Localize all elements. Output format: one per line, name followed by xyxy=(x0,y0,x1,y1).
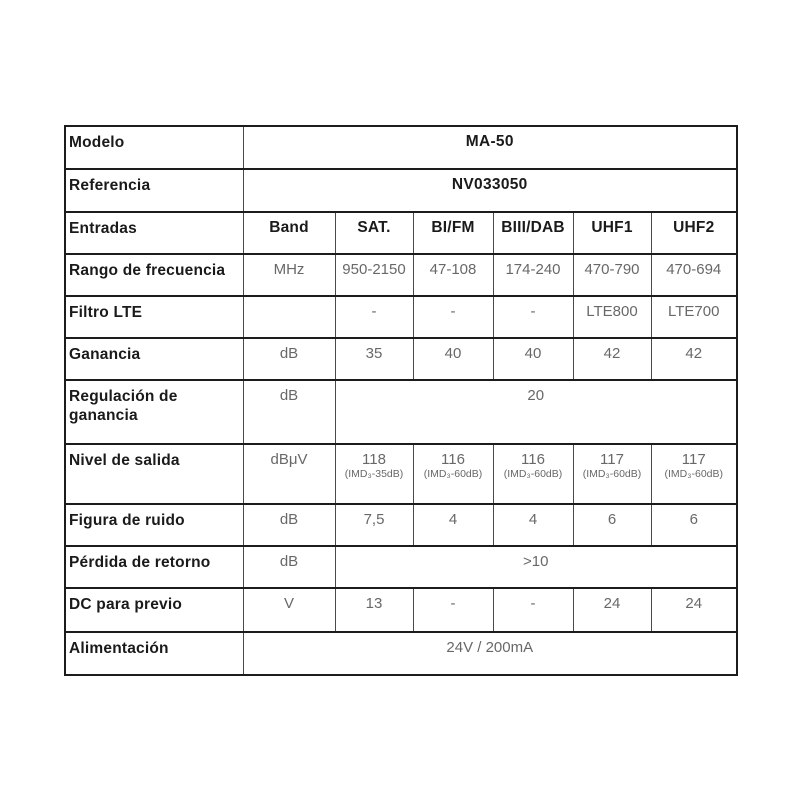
filtro-uhf1: LTE800 xyxy=(573,296,651,338)
unit-cell-dc: V xyxy=(243,588,335,632)
nivel-biiidab-note: (IMD₃-60dB) xyxy=(503,468,563,481)
figura-sat: 7,5 xyxy=(335,504,413,546)
unit-cell-perdida: dB xyxy=(243,546,335,588)
filtro-uhf2: LTE700 xyxy=(651,296,737,338)
filtro-biiidab: - xyxy=(493,296,573,338)
nivel-sat xyxy=(335,444,413,504)
nivel-bifm-note: (IMD₃-60dB) xyxy=(423,468,483,481)
nivel-bifm-value: 116 xyxy=(441,451,465,468)
row-label-rango: Rango de frecuencia xyxy=(65,254,243,296)
col-header-bifm: BI/FM xyxy=(413,212,493,254)
rango-bifm: 47-108 xyxy=(413,254,493,296)
unit-cell-rango: MHz xyxy=(243,254,335,296)
ganancia-biiidab: 40 xyxy=(493,338,573,380)
alimentacion-value: 24V / 200mA xyxy=(243,632,737,675)
row-dc-previo xyxy=(65,588,737,632)
rango-uhf2: 470-694 xyxy=(651,254,737,296)
row-label-dc: DC para previo xyxy=(65,588,243,632)
rango-biiidab: 174-240 xyxy=(493,254,573,296)
nivel-sat-note: (IMD₃-35dB) xyxy=(344,468,404,481)
col-header-biiidab: BIII/DAB xyxy=(493,212,573,254)
row-modelo xyxy=(65,126,737,169)
figura-uhf1: 6 xyxy=(573,504,651,546)
col-header-uhf1: UHF1 xyxy=(573,212,651,254)
row-label-modelo: Modelo xyxy=(65,126,243,169)
col-header-uhf2: UHF2 xyxy=(651,212,737,254)
spec-table xyxy=(64,125,738,676)
unit-cell-nivel: dBμV xyxy=(243,444,335,504)
nivel-sat-value: 118 xyxy=(362,451,386,468)
regulacion-value: 20 xyxy=(335,380,737,444)
row-label-regulacion: Regulación de ganancia xyxy=(65,380,243,444)
dc-sat: 13 xyxy=(335,588,413,632)
col-header-sat: SAT. xyxy=(335,212,413,254)
row-regulacion xyxy=(65,380,737,444)
nivel-uhf1-note: (IMD₃-60dB) xyxy=(582,468,642,481)
row-label-entradas: Entradas xyxy=(65,212,243,254)
row-label-nivel: Nivel de salida xyxy=(65,444,243,504)
nivel-uhf2 xyxy=(651,444,737,504)
row-label-ganancia: Ganancia xyxy=(65,338,243,380)
dc-uhf1: 24 xyxy=(573,588,651,632)
nivel-biiidab xyxy=(493,444,573,504)
dc-biiidab: - xyxy=(493,588,573,632)
ganancia-bifm: 40 xyxy=(413,338,493,380)
row-nivel-salida xyxy=(65,444,737,504)
row-figura-ruido xyxy=(65,504,737,546)
row-rango-frecuencia xyxy=(65,254,737,296)
dc-uhf2: 24 xyxy=(651,588,737,632)
dc-bifm: - xyxy=(413,588,493,632)
row-perdida-retorno xyxy=(65,546,737,588)
col-header-band: Band xyxy=(243,212,335,254)
unit-cell-regulacion: dB xyxy=(243,380,335,444)
referencia-value: NV033050 xyxy=(243,169,737,212)
unit-cell-ganancia: dB xyxy=(243,338,335,380)
perdida-value: >10 xyxy=(335,546,737,588)
figura-biiidab: 4 xyxy=(493,504,573,546)
filtro-sat: - xyxy=(335,296,413,338)
ganancia-uhf2: 42 xyxy=(651,338,737,380)
row-ganancia xyxy=(65,338,737,380)
rango-uhf1: 470-790 xyxy=(573,254,651,296)
row-label-perdida: Pérdida de retorno xyxy=(65,546,243,588)
row-filtro-lte xyxy=(65,296,737,338)
row-referencia xyxy=(65,169,737,212)
figura-uhf2: 6 xyxy=(651,504,737,546)
unit-cell-figura: dB xyxy=(243,504,335,546)
row-entradas-header xyxy=(65,212,737,254)
filtro-bifm: - xyxy=(413,296,493,338)
rango-sat: 950-2150 xyxy=(335,254,413,296)
row-label-figura: Figura de ruido xyxy=(65,504,243,546)
row-alimentacion xyxy=(65,632,737,675)
unit-cell-filtro xyxy=(243,296,335,338)
nivel-uhf1-value: 117 xyxy=(600,451,624,468)
nivel-uhf2-value: 117 xyxy=(681,451,706,468)
row-label-referencia: Referencia xyxy=(65,169,243,212)
nivel-uhf2-note: (IMD₃-60dB) xyxy=(664,468,724,481)
row-label-filtro: Filtro LTE xyxy=(65,296,243,338)
nivel-biiidab-value: 116 xyxy=(521,451,545,468)
modelo-value: MA-50 xyxy=(243,126,737,169)
row-label-alimentacion: Alimentación xyxy=(65,632,243,675)
ganancia-sat: 35 xyxy=(335,338,413,380)
figura-bifm: 4 xyxy=(413,504,493,546)
nivel-uhf1 xyxy=(573,444,651,504)
ganancia-uhf1: 42 xyxy=(573,338,651,380)
nivel-bifm xyxy=(413,444,493,504)
